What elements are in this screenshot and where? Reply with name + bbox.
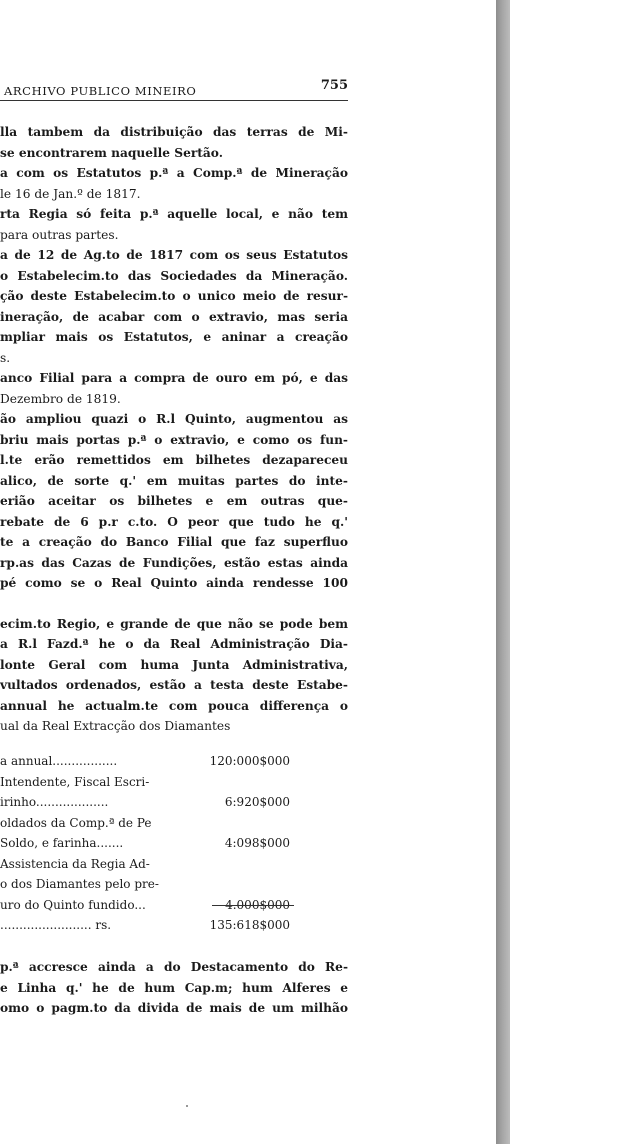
scan-speck [186, 1105, 188, 1107]
text-line: briu mais portas p.ª o extravio, e como os fun- [0, 432, 348, 447]
table-row [0, 751, 348, 772]
text-line: lonte Geral com huma Junta Administrativa, [0, 657, 348, 672]
row-label: o dos Diamantes pelo pre- [0, 877, 159, 891]
table-total-row [0, 918, 348, 938]
body-text [0, 122, 348, 716]
table-row [0, 895, 348, 916]
text-line: ineração, de acabar com o extravio, mas seria [0, 309, 348, 324]
text-line: pé como se o Real Quinto ainda rendesse 100 [0, 576, 348, 590]
row-label: irinho................... [0, 795, 109, 809]
text-line: omo o pagm.to da divida de mais de um milhão [0, 1001, 348, 1015]
text-line: e Linha q.' he de hum Cap.m; hum Alferes e [0, 980, 348, 995]
table-row [0, 854, 348, 875]
row-label: oldados da Comp.ª de Pe [0, 815, 152, 830]
closing-text [0, 957, 348, 1019]
text-line: lla tambem da distribuição das terras de Mi- [0, 125, 348, 139]
text-line: a R.l Fazd.ª he o da Real Administração Dia- [0, 637, 348, 651]
page-number: 755 [320, 78, 348, 93]
text-line: erião aceitar os bilhetes e em outras que- [0, 494, 348, 508]
row-value: 6:920$000 [224, 795, 290, 809]
row-label: Intendente, Fiscal Escri- [0, 774, 150, 789]
book-gutter-shadow [496, 0, 510, 1144]
running-title: ARCHIVO PUBLICO MINEIRO [4, 84, 197, 98]
text-line: s. [0, 350, 11, 365]
text-line: mpliar mais os Estatutos, e aninar a creação [0, 330, 348, 344]
text-line: te a creação do Banco Filial que faz superfluo [0, 535, 348, 549]
text-line: para outras partes. [0, 227, 119, 242]
table-row [0, 813, 348, 834]
text-line: se encontrarem naquelle Sertão. [0, 145, 223, 160]
row-label: Assistencia da Regia Ad- [0, 856, 150, 871]
text-line: a de 12 de Ag.to de 1817 com os seus Estatutos [0, 248, 348, 262]
page-header [0, 78, 348, 98]
text-line: le 16 de Jan.º de 1817. [0, 186, 141, 201]
row-value: 4.000$000 [225, 897, 290, 912]
text-line: rp.as das Cazas de Fundições, estão estas ainda [0, 555, 348, 570]
row-value: 120:000$000 [209, 754, 290, 768]
table-row [0, 792, 348, 813]
text-line: annual he actualm.te com pouca differença o [0, 698, 348, 713]
table-row [0, 833, 348, 854]
table-row [0, 874, 348, 895]
text-line: l.te erão remettidos em bilhetes dezapareceu [0, 453, 348, 467]
text-line: rebate de 6 p.r c.to. O peor que tudo he q.' [0, 514, 348, 529]
text-line: anco Filial para a compra de ouro em pó, e das [0, 371, 348, 385]
row-label: a annual................. [0, 754, 118, 768]
text-line: vultados ordenados, estão a testa deste Estabe- [0, 678, 348, 692]
text-line: p.ª accresce ainda a do Destacamento do Re- [0, 960, 348, 974]
text-line: rta Regia só feita p.ª aquelle local, e não tem [0, 207, 348, 221]
text-line: ecim.to Regio, e grande de que não se pode bem [0, 616, 348, 631]
paragraph-gap [0, 594, 348, 614]
text-line: o Estabelecim.to das Sociedades da Mineração. [0, 268, 348, 283]
header-rule [0, 100, 348, 101]
text-line: ção deste Estabelecim.to o unico meio de resur- [0, 289, 348, 303]
text-line: a com os Estatutos p.ª a Comp.ª de Mineração [0, 166, 348, 180]
row-label: Soldo, e farinha....... [0, 836, 124, 850]
text-line: alico, de sorte q.' em muitas partes do inte- [0, 473, 348, 488]
total-dots: ........................ rs. [0, 918, 112, 932]
row-value: 4:098$000 [224, 836, 290, 850]
sum-rule [212, 905, 294, 906]
text-line: Dezembro de 1819. [0, 391, 121, 406]
text-line: ão ampliou quazi o R.l Quinto, augmentou as [0, 412, 348, 426]
total-value: 135:618$000 [209, 918, 290, 932]
blank-margin [510, 0, 620, 1144]
expense-table [0, 751, 348, 915]
table-row [0, 772, 348, 793]
row-label: uro do Quinto fundido... [0, 897, 146, 912]
table-title: ual da Real Extracção dos Diamantes [0, 719, 231, 733]
